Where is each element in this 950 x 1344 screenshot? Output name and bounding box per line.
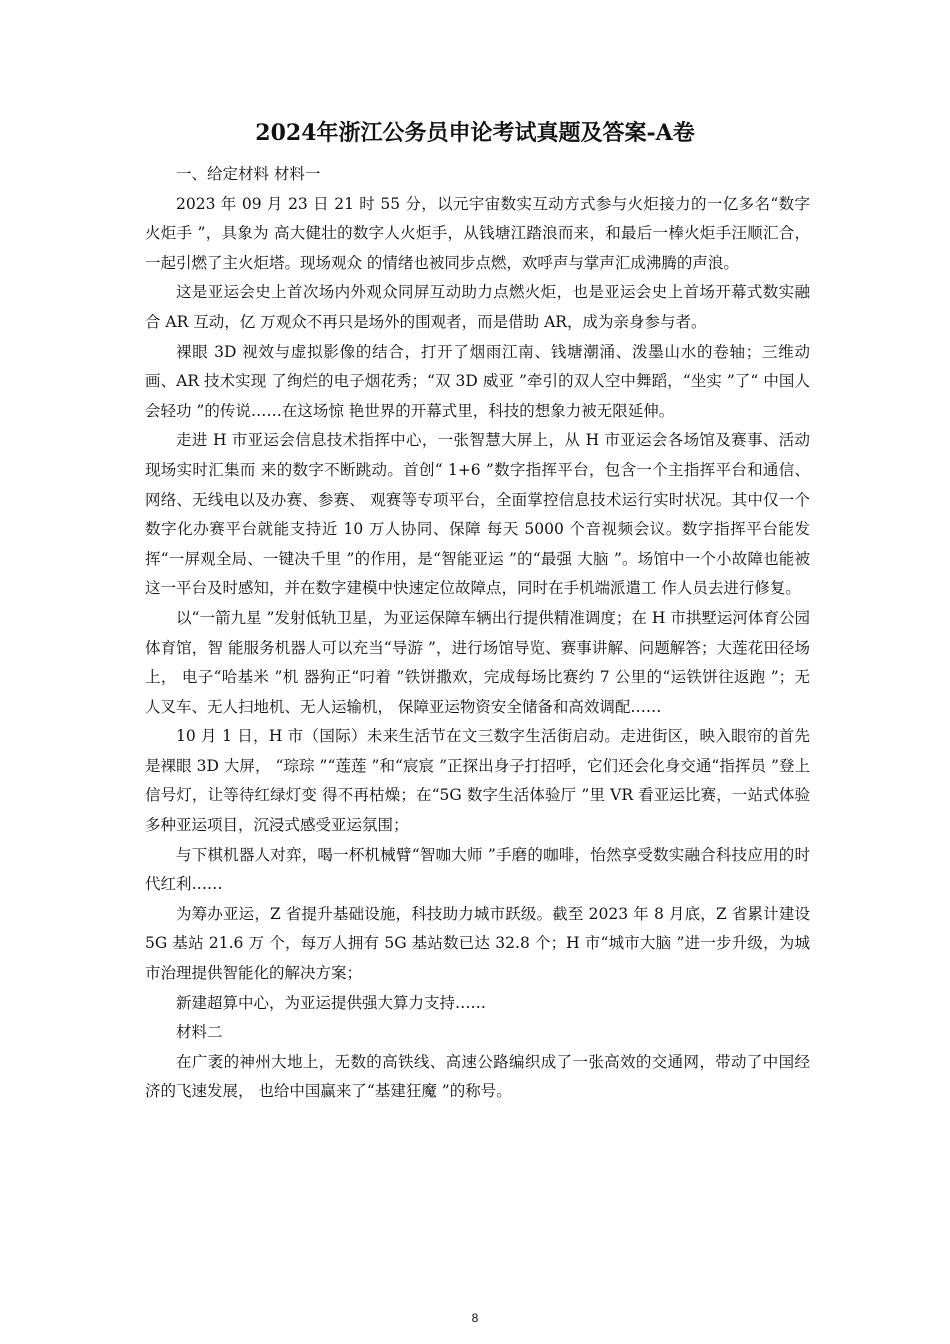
paragraph: 2023 年 09 月 23 日 21 时 55 分，以元宇宙数实互动方式参与火炬接力的一亿多名“数字火炬手 ”，具象为 高大健壮的数字人火炬手，从钱塘江踏浪而来，和最后一棒火炬手汪顺汇合，一起引燃了主火炬塔。现场观众 的情绪也被同步点燃，欢呼声与掌声汇成沸腾的声浪。 xyxy=(145,194,810,272)
paragraph: 这是亚运会史上首次场内外观众同屏互动助力点燃火炬，也是亚运会史上首场开幕式数实融合 AR 互动，亿 万观众不再只是场外的围观者，而是借助 AR，成为亲身参与者。 xyxy=(145,283,810,331)
document-body xyxy=(145,160,810,1107)
document-title: 2024年浙江公务员申论考试真题及答案-A卷 xyxy=(255,120,695,146)
section-heading: 材料二 xyxy=(176,1023,223,1042)
page-number: 8 xyxy=(471,1311,479,1325)
paragraph: 裸眼 3D 视效与虚拟影像的结合，打开了烟雨江南、钱塘潮涌、泼墨山水的卷轴；三维动画、AR 技术实现 了绚烂的电子烟花秀；“双 3D 威亚 ”牵引的双人空中舞蹈，“坐实 ”了“ 中国人会轻功 ”的传说……在这场惊 艳世界的开幕式里，科技的想象力被无限延伸。 xyxy=(145,342,810,420)
paragraph: 为筹办亚运，Z 省提升基础设施，科技助力城市跃级。截至 2023 年 8 月底，Z 省累计建设 5G 基站 21.6 万 个，每万人拥有 5G 基站数已达 32.8 个；H 市“城市大脑 ”进一步升级，为城市治理提供智能化的解决方案； xyxy=(145,904,810,983)
paragraph: 新建超算中心，为亚运提供强大算力支持…… xyxy=(176,993,487,1012)
paragraph: 走进 H 市亚运会信息技术指挥中心，一张智慧大屏上，从 H 市亚运会各场馆及赛事、活动现场实时汇集而 来的数字不断跳动。首创“ 1+6 ”数字指挥平台，包含一个主指挥平台和通信、网络、无线电以及办赛、参赛、 观赛等专项平台，全面掌控信息技术运行实时状况。其中仅一个数字化办赛平台就能支持近 10 万人协同、保障 每天 5000 个音视频会议。数字指挥平台能发挥“一屏观全局、一键决千里 ”的作用，是“智能亚运 ”的“最强 大脑 ”。场馆中一个小故障也能被这一平台及时感知，并在数字建模中快速定位故障点，同时在手机端派遣工 作人员去进行修复。 xyxy=(145,431,810,598)
paragraph: 与下棋机器人对弈，喝一杯机械臂“智咖大师 ”手磨的咖啡，怡然享受数实融合科技应用的时代红利…… xyxy=(145,845,810,894)
paragraph: 在广袤的神州大地上，无数的高铁线、高速公路编织成了一张高效的交通网，带动了中国经济的飞速发展， 也给中国赢来了“基建狂魔 ”的称号。 xyxy=(145,1052,810,1101)
paragraph: 10 月 1 日，H 市（国际）未来生活节在文三数字生活街启动。走进街区，映入眼帘的首先是裸眼 3D 大屏， “琮琮 ”“莲莲 ”和“宸宸 ”正探出身子打招呼，它们还会化身交通“指挥员 ”登上信号灯，让等待红绿灯变 得不再枯燥；在“5G 数字生活体验厅 ”里 VR 看亚运比赛，一站式体验多种亚运项目，沉浸式感受亚运氛围； xyxy=(145,727,810,835)
paragraph: 以“一箭九星 ”发射低轨卫星，为亚运保障车辆出行提供精准调度；在 H 市拱墅运河体育公园体育馆，智 能服务机器人可以充当“导游 ”，进行场馆导览、赛事讲解、问题解答；大莲花田径场上， 电子“哈基米 ”机 器狗正“叼着 ”铁饼撒欢，完成每场比赛约 7 公里的“运铁饼往返跑 ”；无人叉车、无人扫地机、无人运输机， 保障亚运物资安全储备和高效调配…… xyxy=(145,608,810,716)
section-heading: 一、给定材料 材料一 xyxy=(176,165,321,183)
